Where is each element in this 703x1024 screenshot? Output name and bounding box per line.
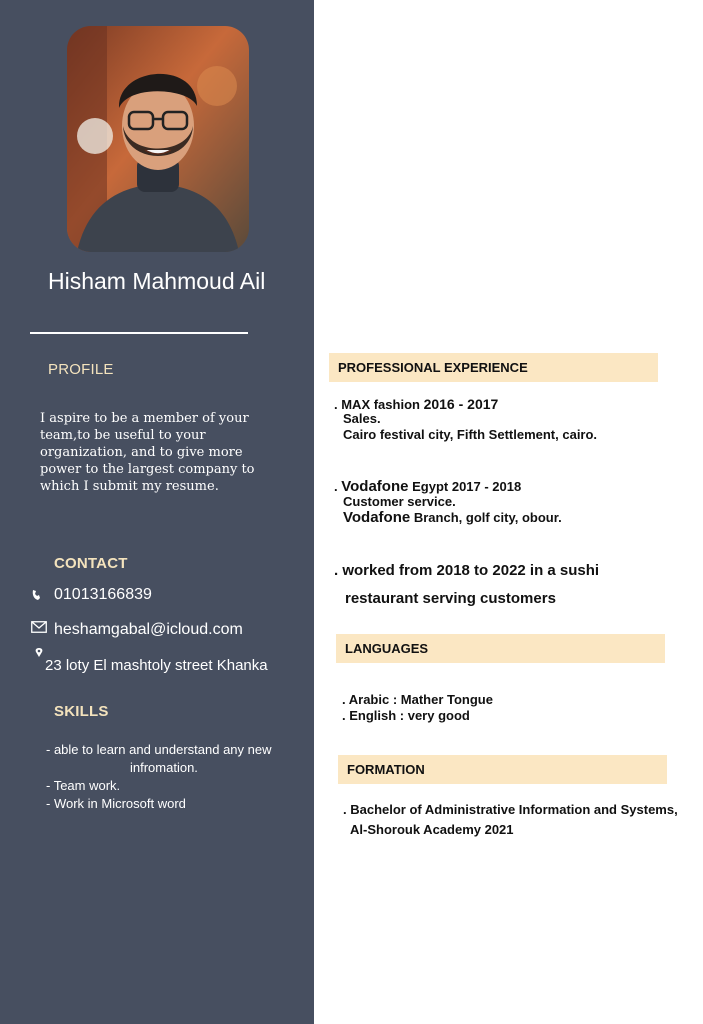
- skill-item: - able to learn and understand any new: [46, 742, 272, 757]
- skill-item: - Work in Microsoft word: [46, 796, 186, 811]
- experience-heading-bar: [329, 353, 658, 382]
- phone-icon: [32, 588, 40, 603]
- skill-item: - Team work.: [46, 778, 121, 793]
- job1-years: 2016 - 2017: [423, 396, 499, 412]
- formation-degree: . Bachelor of Administrative Information and Systems,: [343, 802, 678, 817]
- job1-location: Cairo festival city, Fifth Settlement, cairo.: [343, 427, 598, 442]
- location-pin-icon: [35, 646, 43, 660]
- languages-heading: LANGUAGES: [345, 641, 429, 656]
- job2-details: Egypt 2017 - 2018: [412, 479, 522, 494]
- language-item: . English : very good: [342, 708, 470, 723]
- languages-heading-bar: [336, 634, 665, 663]
- formation-school: Al-Shorouk Academy 2021: [350, 822, 514, 837]
- profile-summary: [40, 410, 280, 495]
- profile-photo: [67, 26, 249, 252]
- job3-line2: restaurant serving customers: [345, 590, 556, 607]
- skills-list: [46, 741, 296, 813]
- experience-heading: PROFESSIONAL EXPERIENCE: [338, 360, 528, 375]
- phone-number: 01013166839: [54, 586, 152, 603]
- email-address: heshamgabal@icloud.com: [54, 621, 243, 638]
- job1-title: [334, 396, 498, 412]
- job1-company: . MAX fashion: [334, 397, 420, 412]
- profile-line: organization, and to give more: [40, 445, 243, 460]
- skill-item-continued: infromation.: [130, 760, 198, 775]
- formation-heading-bar: [338, 755, 667, 784]
- skills-heading: SKILLS: [54, 703, 109, 720]
- job1-role: Sales.: [343, 411, 381, 426]
- job2-company-2: Vodafone: [343, 509, 411, 526]
- contact-heading: CONTACT: [54, 555, 128, 572]
- job2-company: Vodafone: [341, 478, 409, 495]
- profile-line: power to the largest company to: [40, 462, 255, 477]
- job2-dot: .: [334, 479, 338, 494]
- profile-line: team,to be useful to your: [40, 428, 206, 443]
- profile-heading: PROFILE: [48, 361, 114, 378]
- formation-heading: FORMATION: [347, 762, 425, 777]
- job3-line1: . worked from 2018 to 2022 in a sushi: [334, 562, 600, 579]
- job2-title: [334, 478, 521, 495]
- language-item: . Arabic : Mather Tongue: [342, 692, 493, 707]
- name-divider: [30, 332, 248, 334]
- full-name: Hisham Mahmoud Ail: [48, 268, 266, 294]
- sidebar: [0, 0, 314, 1024]
- job2-location-line: [343, 509, 562, 526]
- profile-line: I aspire to be a member of your: [40, 411, 249, 426]
- profile-line: which I submit my resume.: [40, 479, 219, 494]
- job2-location: Branch, golf city, obour.: [413, 510, 562, 525]
- envelope-icon: [31, 621, 47, 636]
- job2-role: Customer service.: [343, 494, 456, 509]
- street-address: 23 loty El mashtoly street Khanka: [45, 657, 268, 674]
